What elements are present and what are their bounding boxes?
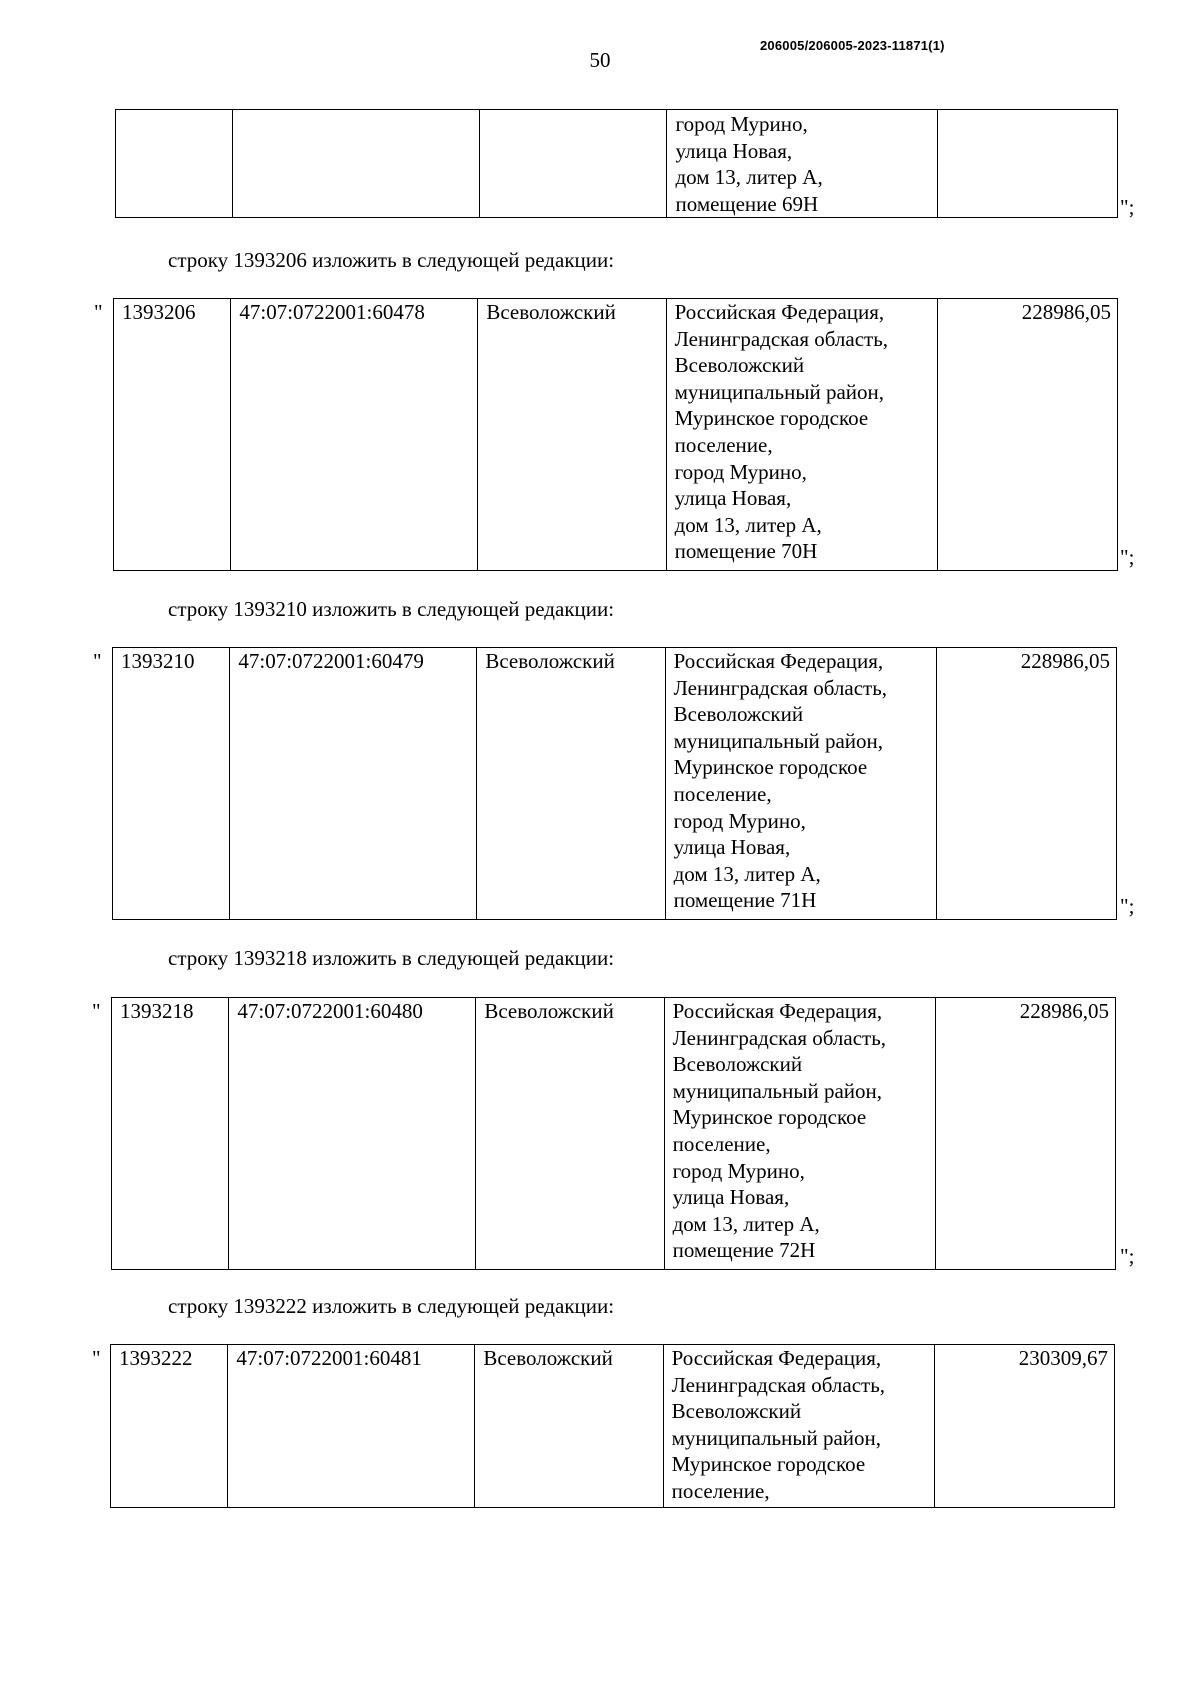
address-line: Российская Федерация, <box>673 649 884 673</box>
cell-district: Всеволожский <box>478 299 666 571</box>
cell-district: Всеволожский <box>477 648 665 920</box>
address-line: дом 13, литер А, <box>674 512 822 537</box>
table-row <box>112 647 1117 920</box>
address-line: помещение 72Н <box>672 1238 816 1263</box>
cell-number: 1393218 <box>112 998 229 1270</box>
address-line: дом 13, литер А, <box>673 861 821 886</box>
address-line: поселение, <box>673 781 772 806</box>
address-line: помещение 69Н <box>675 191 819 216</box>
cell-value: 228986,05 <box>937 299 1117 571</box>
opening-quote: " <box>92 1346 101 1370</box>
address-line: дом 13, литер А, <box>672 1211 820 1236</box>
table-row <box>113 298 1118 571</box>
instruction-text: строку 1393210 изложить в следующей редакции: <box>168 597 615 621</box>
cell-number: 1393206 <box>114 299 231 571</box>
table-row <box>110 1344 1115 1508</box>
address-line: Российская Федерация, <box>672 999 883 1023</box>
address-line: Всеволожский <box>671 1399 802 1424</box>
address-line: улица Новая, <box>674 486 792 511</box>
opening-quote: " <box>94 300 103 324</box>
address-line: Ленинградская область, <box>672 1025 887 1050</box>
cell-cadastral: 47:07:0722001:60479 <box>230 648 477 920</box>
cell-cadastral: 47:07:0722001:60481 <box>228 1345 475 1508</box>
cell-number: 1393210 <box>113 648 230 920</box>
cell-address <box>666 299 937 571</box>
closing-quote: "; <box>1120 1244 1135 1268</box>
address-line: помещение 71Н <box>673 888 817 913</box>
cell-district: Всеволожский <box>475 1345 663 1508</box>
address-line: Всеволожский <box>672 1052 803 1077</box>
table-row-continuation <box>115 109 1118 218</box>
address-line: Всеволожский <box>674 353 805 378</box>
cell-district <box>479 110 667 218</box>
address-line: улица Новая, <box>675 138 793 163</box>
address-line: поселение, <box>671 1478 770 1503</box>
cell-address <box>663 1345 934 1508</box>
cell-address <box>665 648 936 920</box>
address-line: поселение, <box>674 432 773 457</box>
address-line: город Мурино, <box>675 112 808 136</box>
address-line: Ленинградская область, <box>671 1372 886 1397</box>
address-line: город Мурино, <box>672 1158 805 1183</box>
instruction-text: строку 1393206 изложить в следующей редакции: <box>168 248 615 272</box>
cell-district: Всеволожский <box>476 998 664 1270</box>
address-line: Муринское городское <box>672 1105 867 1130</box>
address-line: Муринское городское <box>671 1452 866 1477</box>
address-line: улица Новая, <box>672 1185 790 1210</box>
address-line: город Мурино, <box>674 459 807 484</box>
instruction-text: строку 1393218 изложить в следующей редакции: <box>168 946 615 970</box>
closing-quote: "; <box>1120 894 1135 918</box>
address-line: Муринское городское <box>674 406 869 431</box>
address-line: Муринское городское <box>673 755 868 780</box>
cell-number <box>116 110 233 218</box>
address-line: муниципальный район, <box>674 379 885 404</box>
cell-value: 228986,05 <box>936 648 1116 920</box>
address-line: Ленинградская область, <box>674 326 889 351</box>
address-line: муниципальный район, <box>672 1078 883 1103</box>
address-line: муниципальный район, <box>671 1425 882 1450</box>
opening-quote: " <box>93 649 102 673</box>
address-line: Ленинградская область, <box>673 675 888 700</box>
page-number: 50 <box>589 48 611 72</box>
cell-cadastral <box>233 110 479 218</box>
cell-value <box>938 110 1118 218</box>
address-line: Всеволожский <box>673 702 804 727</box>
cell-address <box>667 110 938 218</box>
address-line: улица Новая, <box>673 835 791 860</box>
address-line: поселение, <box>672 1131 771 1156</box>
address-line: муниципальный район, <box>673 728 884 753</box>
cell-cadastral: 47:07:0722001:60480 <box>229 998 476 1270</box>
address-line: город Мурино, <box>673 808 806 833</box>
cell-cadastral: 47:07:0722001:60478 <box>231 299 478 571</box>
address-line: Российская Федерация, <box>671 1346 882 1370</box>
document-id: 206005/206005-2023-11871(1) <box>760 38 945 53</box>
cell-number: 1393222 <box>111 1345 228 1508</box>
cell-address <box>664 998 935 1270</box>
instruction-text: строку 1393222 изложить в следующей редакции: <box>168 1294 615 1318</box>
opening-quote: " <box>92 999 101 1023</box>
address-line: дом 13, литер А, <box>675 165 823 190</box>
address-line: Российская Федерация, <box>674 300 885 324</box>
cell-value: 228986,05 <box>935 998 1115 1270</box>
table-row <box>111 997 1116 1270</box>
closing-quote: "; <box>1120 195 1135 219</box>
cell-value: 230309,67 <box>934 1345 1114 1508</box>
address-line: помещение 70Н <box>674 539 818 564</box>
closing-quote: "; <box>1120 545 1135 569</box>
